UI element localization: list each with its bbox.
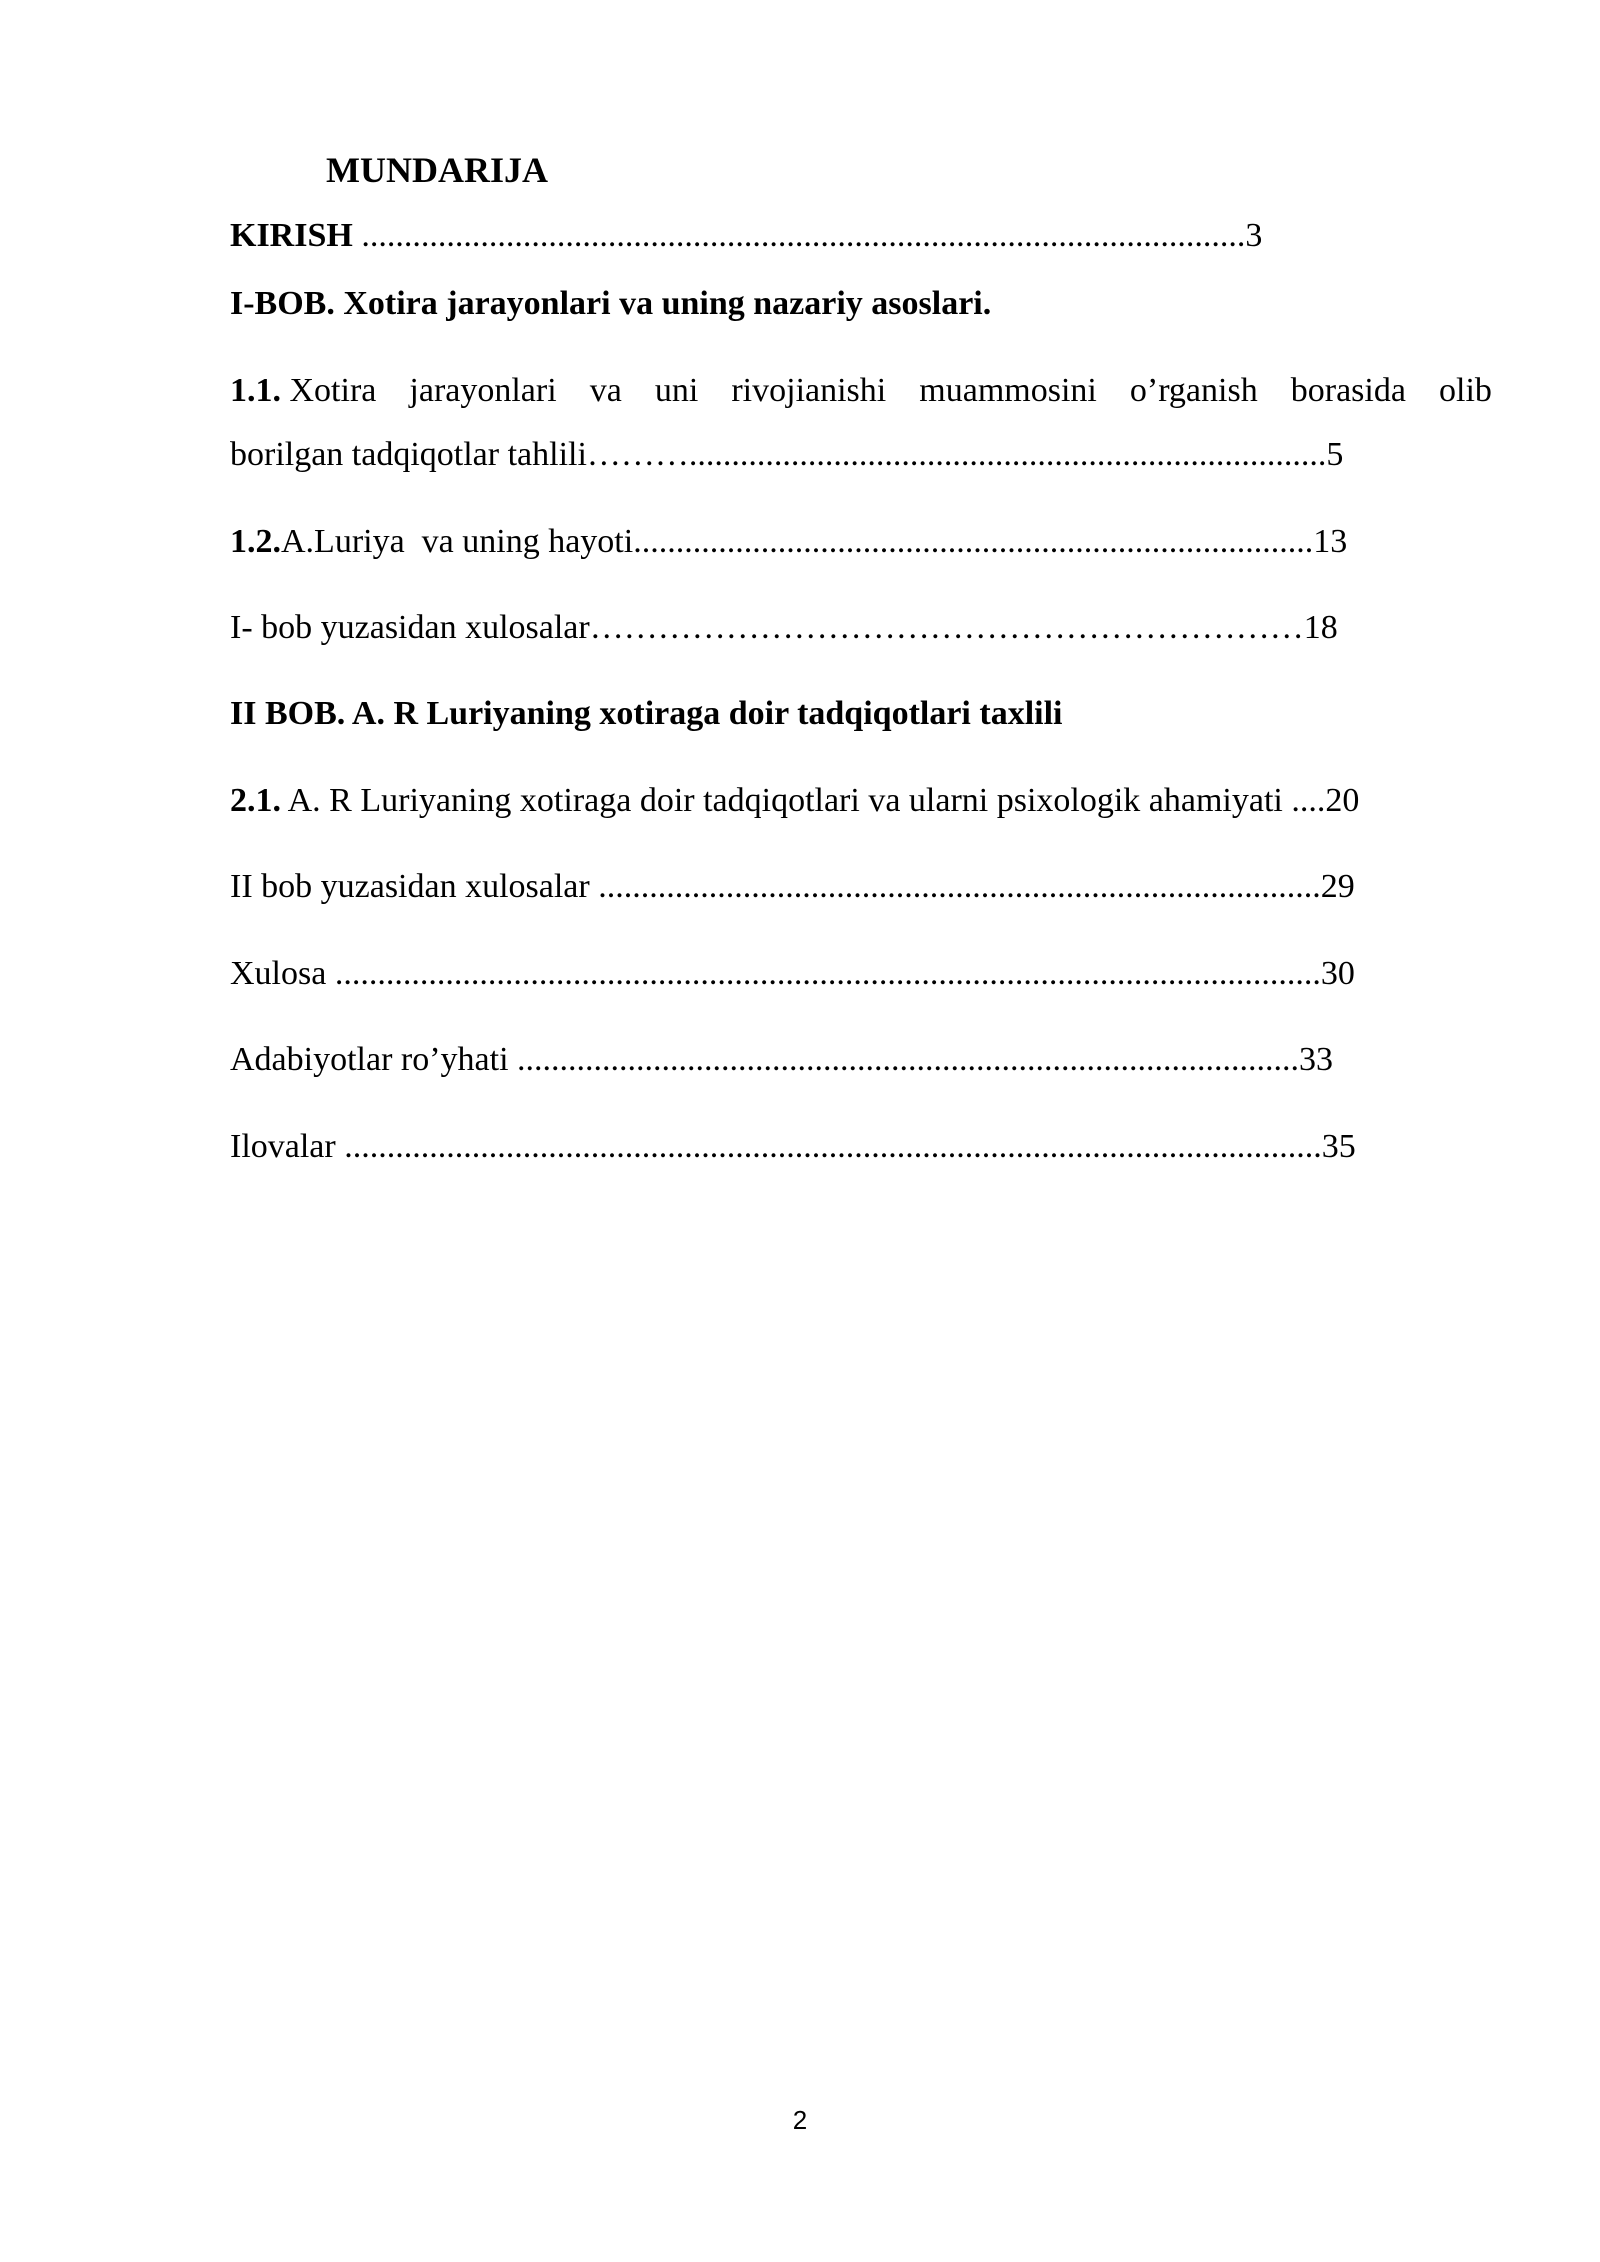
toc-entry-first-segment [230, 369, 376, 413]
toc-entry-1-1[interactable] [230, 369, 1492, 413]
toc-entry-page: 3 [1245, 217, 1263, 254]
toc-entry-leader: ............................................................................................ [508, 1041, 1300, 1078]
toc-entry-number: 1.2. [230, 523, 281, 560]
toc-entry-label: A.Luriya va uning hayoti [281, 523, 634, 560]
toc-entry-label: II bob yuzasidan xulosalar [230, 868, 590, 905]
toc-entry-label: KIRISH [230, 217, 353, 254]
toc-entry-word: borasida [1290, 372, 1406, 409]
toc-entry-number: 1.1. [230, 372, 281, 409]
toc-entry-chapter-2-conclusions[interactable] [230, 865, 1492, 909]
toc-entry-page: 33 [1299, 1041, 1334, 1078]
toc-entry-page: 30 [1320, 955, 1355, 992]
toc-entry-word: jarayonlari [409, 372, 557, 409]
toc-entry-page: 13 [1313, 523, 1348, 560]
toc-entry-label: I- bob yuzasidan xulosalar [230, 609, 590, 646]
toc-entry-label: Adabiyotlar ro’yhati [230, 1041, 509, 1078]
toc-entry-label: A. R Luriyaning xotiraga doir tadqiqotlari va ularni psixologik ahamiyati .... [281, 782, 1326, 819]
toc-entry-word: rivojianishi [731, 372, 887, 409]
toc-entry-leader: ........................................................................................................ [352, 217, 1246, 254]
toc-entry-leader: ................................................................................................................... [335, 1128, 1322, 1165]
toc-entry-word: muammosini [919, 372, 1097, 409]
toc-entry-xulosa[interactable] [230, 952, 1492, 996]
toc-chapter-2-heading[interactable]: II BOB. A. R Luriyaning xotiraga doir tadqiqotlari taxlili [230, 695, 1063, 732]
toc-entry-word: va [589, 372, 622, 409]
toc-entry-label: Ilovalar [230, 1128, 336, 1165]
toc-entry-leader: .................................................................................................................... [326, 955, 1321, 992]
toc-entry-word: Xotira [289, 372, 377, 409]
toc-entry-leader: ................................................................................ [633, 523, 1314, 560]
toc-entry-kirish[interactable] [230, 214, 1492, 258]
toc-entry-number: 2.1. [230, 782, 281, 819]
toc-entry-word: olib [1439, 372, 1492, 409]
toc-entry-appendices[interactable] [230, 1125, 1492, 1169]
toc-entry-leader: ..................................................................................... [589, 868, 1321, 905]
toc-entry-chapter-1-conclusions[interactable] [230, 606, 1492, 650]
toc-entry-label: Xulosa [230, 955, 327, 992]
toc-entry-references[interactable] [230, 1038, 1492, 1082]
toc-chapter-1-heading[interactable]: I-BOB. Xotira jarayonlari va uning nazariy asoslari. [230, 285, 992, 322]
toc-entry-1-2[interactable] [230, 520, 1492, 564]
toc-title: MUNDARIJA [326, 150, 548, 190]
toc-entry-page: 29 [1320, 868, 1355, 905]
toc-entry-leader: ……………………………………………………… [589, 609, 1304, 646]
toc-entry-1-1-continued[interactable] [230, 433, 1492, 477]
toc-entry-2-1[interactable] [230, 779, 1492, 823]
toc-entry-page: 20 [1325, 782, 1360, 819]
toc-entry-page: 35 [1321, 1128, 1356, 1165]
toc-entry-continuation: borilgan tadqiqotlar tahlili………........................................................................... [230, 436, 1327, 473]
toc-entry-page: 5 [1326, 436, 1344, 473]
toc-entry-page: 18 [1303, 609, 1338, 646]
page-number: 2 [792, 2105, 808, 2135]
toc-entry-word: o’rganish [1129, 372, 1258, 409]
toc-entry-word: uni [654, 372, 699, 409]
